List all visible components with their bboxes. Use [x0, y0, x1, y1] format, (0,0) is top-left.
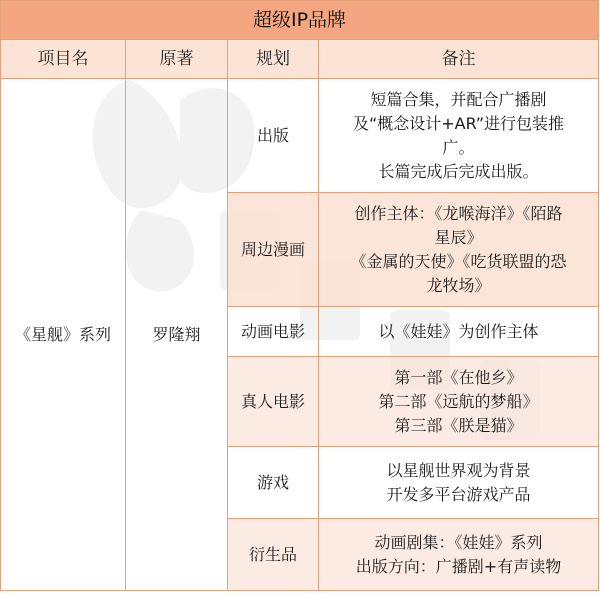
plan-cell: 真人电影 [228, 357, 319, 447]
plan-cell: 出版 [228, 79, 319, 193]
note-line: 出版方向：广播剧+有声读物 [355, 556, 562, 576]
header-plan: 规划 [228, 40, 319, 79]
project-name-cell: 《星舰》系列 [1, 79, 126, 591]
note-line: 《金属的天使》《吃货联盟的恐 [350, 251, 567, 271]
note-line: 第二部《远航的梦船》 [378, 391, 539, 411]
note-line: 以《娃娃》为创作主体 [378, 321, 539, 341]
note-line: 广。 [442, 137, 475, 157]
header-project-name: 项目名 [1, 40, 126, 79]
note-line: 以星舰世界观为背景 [386, 460, 531, 480]
note-line: 第一部《在他乡》 [394, 367, 523, 387]
header-original-work: 原著 [126, 40, 228, 79]
note-line: 动画剧集：《娃娃》系列 [374, 532, 543, 552]
note-line: 第三部《朕是猫》 [394, 415, 523, 435]
note-line: 及“概念设计+AR”进行包装推 [352, 113, 565, 133]
note-cell [319, 79, 599, 193]
note-cell [319, 307, 599, 357]
note-line: 创作主体：《龙喉海洋》《陌路 [354, 203, 563, 223]
plan-cell: 周边漫画 [228, 193, 319, 307]
plan-cell: 游戏 [228, 447, 319, 519]
note-cell [319, 447, 599, 519]
header-row [1, 40, 599, 79]
note-line: 星辰》 [434, 227, 483, 247]
title-row [1, 1, 599, 40]
note-line: 长篇完成后完成出版。 [378, 161, 539, 181]
note-cell [319, 357, 599, 447]
table-row [1, 79, 599, 193]
author-cell: 罗隆翔 [126, 79, 228, 591]
plan-cell: 衍生品 [228, 519, 319, 591]
note-line: 开发多平台游戏产品 [386, 484, 531, 504]
header-notes: 备注 [319, 40, 599, 79]
note-cell [319, 193, 599, 307]
note-line: 短篇合集，并配合广播剧 [370, 89, 547, 109]
plan-cell: 动画电影 [228, 307, 319, 357]
table-title: 超级IP品牌 [1, 1, 599, 40]
note-cell [319, 519, 599, 591]
note-line: 龙牧场》 [426, 275, 491, 295]
